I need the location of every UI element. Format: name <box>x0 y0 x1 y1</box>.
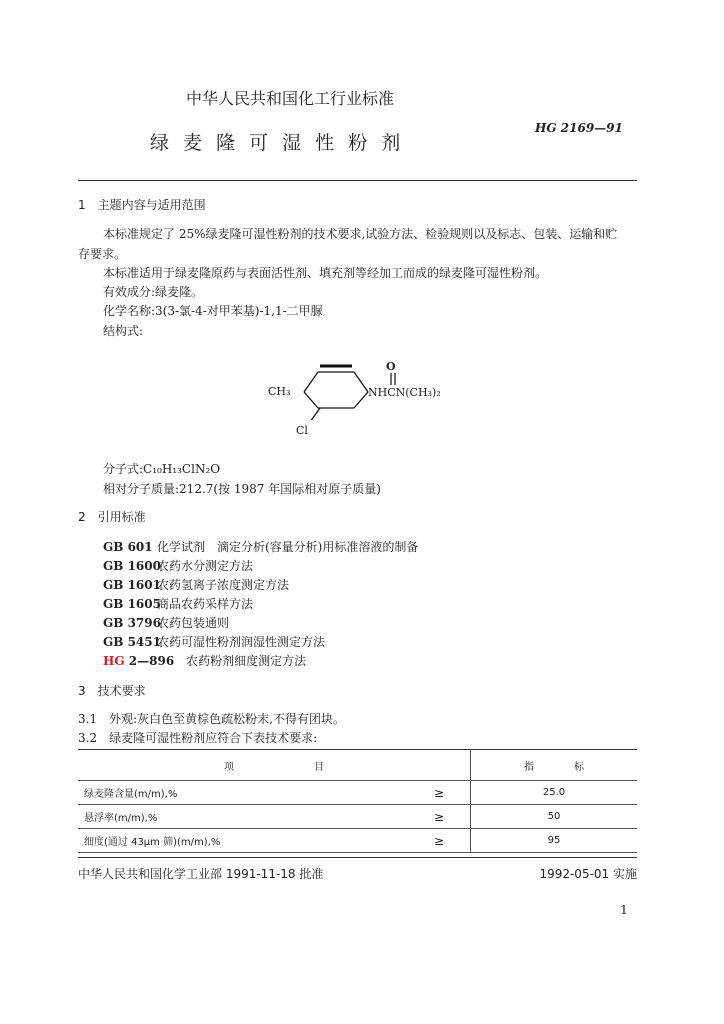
reference-item: HG 2—896 农药粉剂细度测定方法 <box>103 654 307 668</box>
section-1-heading: 1 主题内容与适用范围 <box>78 198 206 212</box>
footer-divider <box>78 857 637 858</box>
page-number: 1 <box>620 902 628 917</box>
reference-item: GB 5451农药可湿性粉剂润湿性测定方法 <box>103 635 326 649</box>
document-title: 绿 麦 隆 可 湿 性 粉 剂 <box>150 132 405 154</box>
row-operator: ≥ <box>408 781 471 805</box>
section-1-paragraph-1b: 存要求。 <box>78 247 127 261</box>
row-item: 绿麦隆含量(m/m),% <box>78 781 408 805</box>
header-divider <box>78 180 637 181</box>
structure-label: 结构式: <box>103 324 144 338</box>
reference-item: GB 1601农药氢离子浓度测定方法 <box>103 578 290 592</box>
section-1-paragraph-2: 本标准适用于绿麦隆原药与表面活性剂、填充剂等经加工而成的绿麦隆可湿性粉剂。 <box>103 266 548 280</box>
molecular-formula: 分子式:C₁₀H₁₃ClN₂O <box>103 462 221 476</box>
table-row <box>78 781 637 805</box>
header-item: 项 目 <box>78 750 471 781</box>
methyl-group-label: CH₃ <box>268 385 291 398</box>
implementation-line: 1992-05-01 实施 <box>539 867 637 881</box>
reference-item: GB 1605商品农药采样方法 <box>103 597 254 611</box>
table-row <box>78 829 637 853</box>
header-index: 指 标 <box>471 750 638 781</box>
section-2-heading: 2 引用标准 <box>78 510 146 524</box>
chlorine-label: Cl <box>296 424 308 437</box>
amide-group-label: NHCN(CH₃)₂ <box>368 386 441 399</box>
clause-3-2: 3.2 绿麦隆可湿性粉剂应符合下表技术要求: <box>78 731 318 745</box>
reference-item: GB 601 化学试剂 滴定分析(容量分析)用标准溶液的制备 <box>103 540 419 554</box>
standard-code: HG 2169—91 <box>535 121 623 135</box>
standard-org-line: 中华人民共和国化工行业标准 <box>186 89 395 108</box>
approval-line: 中华人民共和国化学工业部 1991-11-18 批准 <box>78 867 324 881</box>
row-item: 细度(通过 43μm 筛)(m/m),% <box>78 829 408 853</box>
section-1-paragraph-1a: 本标准规定了 25%绿麦隆可湿性粉剂的技术要求,试验方法、检验规则以及标志、包装、运输和贮 <box>103 227 618 241</box>
reference-item: GB 3796农药包装通则 <box>103 616 230 630</box>
molecular-mass: 相对分子质量:212.7(按 1987 年国际相对原子质量) <box>103 482 381 496</box>
row-operator: ≥ <box>408 829 471 853</box>
carbonyl-double-bond <box>388 373 398 385</box>
row-operator: ≥ <box>408 805 471 829</box>
row-value: 95 <box>471 829 638 853</box>
reference-item: GB 1600农药水分测定方法 <box>103 559 254 573</box>
clause-3-1: 3.1 外观:灰白色至黄棕色疏松粉末,不得有团块。 <box>78 712 345 726</box>
technical-requirements-table <box>78 749 637 853</box>
chemical-name: 化学名称:3(3-氯-4-对甲苯基)-1,1-二甲脲 <box>103 304 323 318</box>
table-row <box>78 805 637 829</box>
oxygen-label: O <box>386 360 396 373</box>
table-header-row <box>78 750 637 781</box>
row-value: 25.0 <box>471 781 638 805</box>
active-ingredient: 有效成分:绿麦隆。 <box>103 285 204 299</box>
row-value: 50 <box>471 805 638 829</box>
section-3-heading: 3 技术要求 <box>78 684 146 698</box>
row-item: 悬浮率(m/m),% <box>78 805 408 829</box>
